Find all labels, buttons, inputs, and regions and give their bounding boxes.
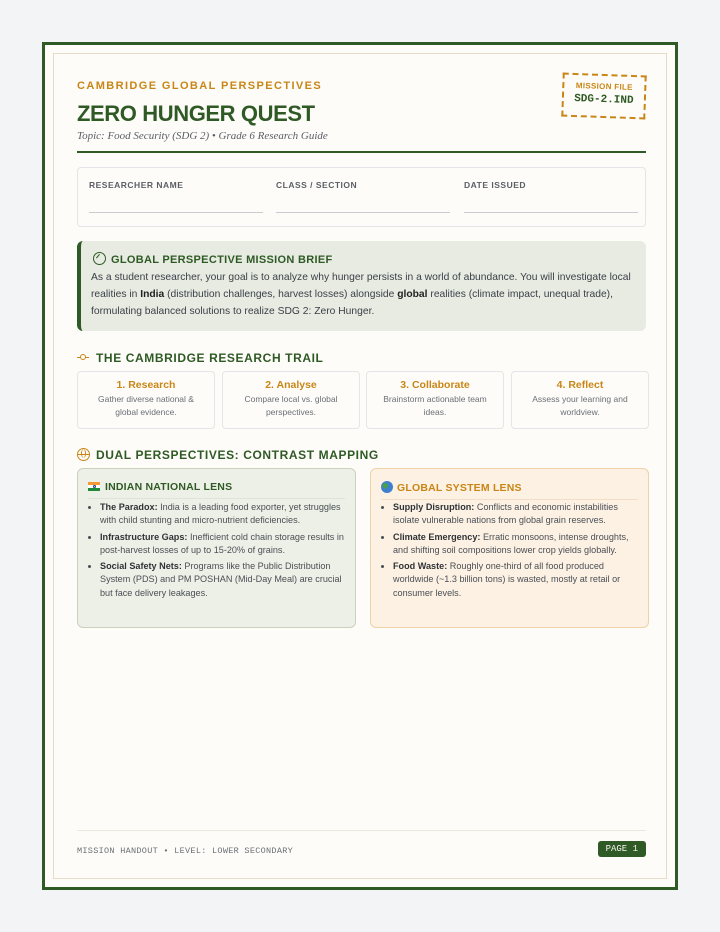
stamp-label: MISSION FILE [575, 81, 633, 92]
mission-brief-text [91, 269, 632, 320]
mission-brief-heading [93, 252, 332, 266]
research-trail-steps [77, 371, 646, 429]
perspectives-title: DUAL PERSPECTIVES: CONTRAST MAPPING [96, 448, 379, 462]
perspectives-heading [77, 448, 379, 462]
field-line [276, 212, 450, 213]
step-title: 1. Research [116, 379, 176, 391]
item-label: Food Waste: [393, 561, 448, 572]
global-lens-list [381, 501, 638, 603]
globe-icon [77, 448, 90, 461]
step-desc: Gather diverse national & global evidence. [98, 394, 194, 417]
lens-heading [381, 481, 638, 500]
step-card-reflect [511, 371, 649, 429]
step-card-research [77, 371, 215, 429]
item-text: Roughly one-third of all food produced worldwide (~1.3 billion tons) is wasted, mostly at retail or consumer levels. [393, 561, 621, 598]
compass-icon [93, 252, 106, 265]
brief-bold-india: India [140, 289, 165, 300]
list-item [100, 560, 345, 600]
field-label: DATE ISSUED [464, 180, 527, 190]
brief-text-part: As a student researcher, your goal is to analyze why hunger persists in a world of abundance. You will investigate local realities in [91, 272, 631, 300]
india-flag-icon [88, 482, 100, 491]
field-line [464, 212, 638, 213]
step-card-analyse [222, 371, 360, 429]
step-card-collaborate [366, 371, 504, 429]
item-text: Erratic monsoons, intense droughts, and shifting soil compositions lower crop yields globally. [393, 531, 629, 555]
researcher-name-field[interactable] [89, 180, 263, 213]
mission-brief-title: GLOBAL PERSPECTIVE MISSION BRIEF [111, 254, 333, 266]
step-title: 4. Reflect [556, 379, 604, 391]
item-label: Social Safety Nets: [100, 561, 182, 572]
global-system-lens-card [370, 468, 649, 628]
india-lens-list [88, 501, 345, 603]
item-text: India is a leading food exporter, yet struggles with child stunting and micro-nutrient deficiencies. [100, 502, 341, 526]
brief-bold-global: global [397, 289, 428, 300]
field-line [89, 212, 263, 213]
mission-file-stamp [561, 73, 646, 120]
page-subtitle: Topic: Food Security (SDG 2) • Grade 6 Research Guide [77, 130, 328, 142]
date-issued-field[interactable] [464, 180, 638, 213]
step-title: 2. Analyse [265, 379, 317, 391]
handout-sheet [42, 42, 678, 890]
list-item [100, 531, 345, 558]
research-trail-heading [77, 351, 323, 365]
step-title: 3. Collaborate [400, 379, 470, 391]
list-item [100, 501, 345, 528]
item-label: The Paradox: [100, 502, 158, 512]
brief-text-part: realities (climate impact, unequal trade), formulating balanced solutions to realize SDG 2: Zero Hunger. [91, 289, 613, 317]
item-text: Conflicts and economic instabilities isolate vulnerable nations from global grain reserves. [393, 502, 618, 526]
lens-title: INDIAN NATIONAL LENS [105, 481, 233, 493]
page-title: ZERO HUNGER QUEST [77, 101, 315, 126]
commit-icon [77, 353, 89, 361]
field-label: CLASS / SECTION [276, 180, 358, 190]
brief-text-part: (distribution challenges, harvest losses) alongside [164, 289, 398, 300]
item-label: Climate Emergency: [393, 531, 481, 542]
step-desc: Assess your learning and worldview. [532, 394, 628, 417]
page-number-badge: PAGE 1 [598, 841, 646, 857]
class-section-field[interactable] [276, 180, 450, 213]
item-text: Programs like the Public Distribution System (PDS) and PM POSHAN (Mid-Day Meal) are crucial but face delivery leakages. [100, 561, 342, 598]
indian-national-lens-card [77, 468, 356, 628]
footer-text: MISSION HANDOUT • LEVEL: LOWER SECONDARY [77, 846, 294, 856]
item-label: Infrastructure Gaps: [100, 531, 188, 542]
research-trail-title: THE CAMBRIDGE RESEARCH TRAIL [96, 351, 324, 365]
lens-heading [88, 481, 345, 499]
stamp-code: SDG-2.IND [573, 92, 634, 108]
list-item [393, 560, 638, 600]
mission-brief [77, 241, 646, 331]
header-divider [77, 151, 646, 153]
sheet-inner-border [53, 53, 667, 879]
earth-globe-icon [381, 481, 393, 493]
list-item [393, 501, 638, 528]
step-desc: Compare local vs. global perspectives. [244, 394, 338, 417]
lens-title: GLOBAL SYSTEM LENS [397, 482, 522, 494]
researcher-info-box [77, 167, 646, 227]
program-kicker: CAMBRIDGE GLOBAL PERSPECTIVES [77, 80, 323, 92]
footer-divider [77, 830, 646, 831]
list-item [393, 531, 638, 558]
step-desc: Brainstorm actionable team ideas. [383, 394, 487, 417]
item-text: Inefficient cold chain storage results in post-harvest losses of up to 15-20% of grains. [100, 531, 344, 555]
field-label: RESEARCHER NAME [89, 180, 184, 190]
item-label: Supply Disruption: [393, 502, 475, 512]
